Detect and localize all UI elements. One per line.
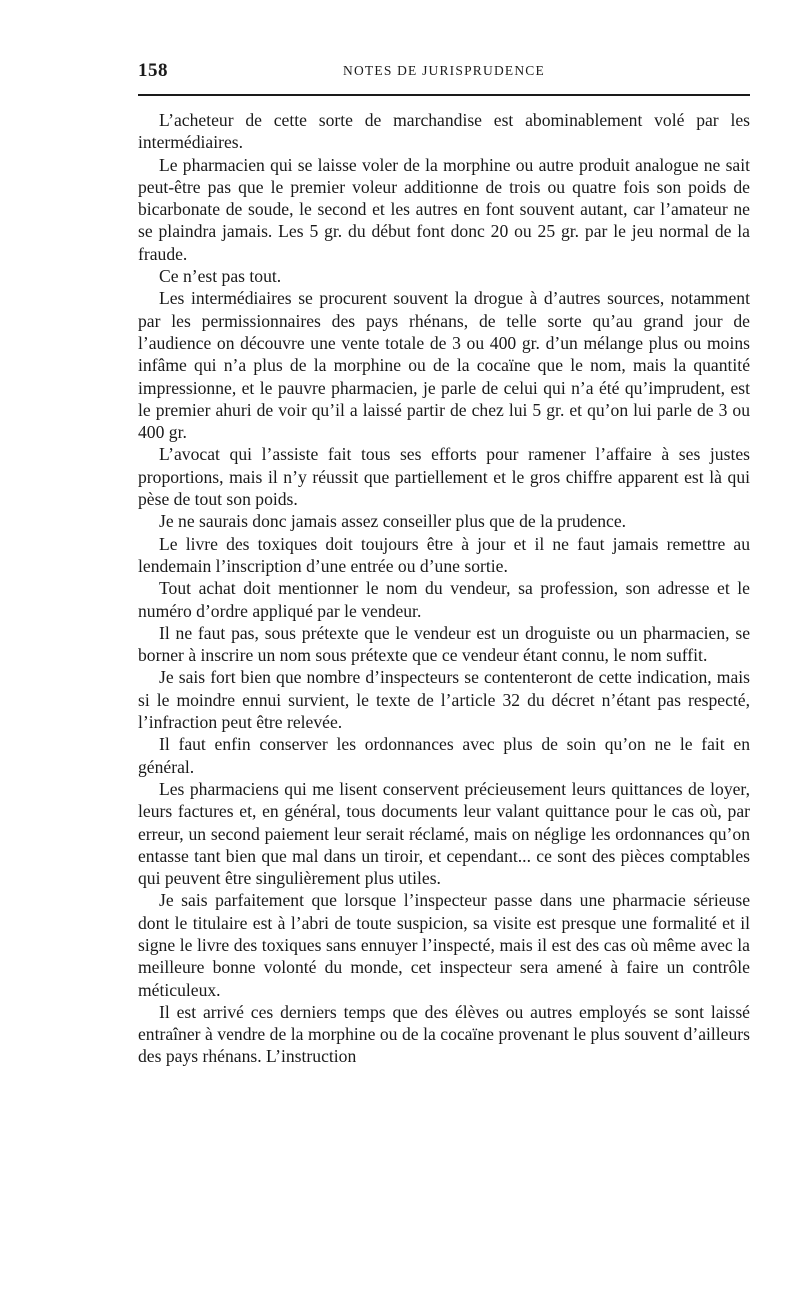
page-number: 158 bbox=[138, 60, 168, 81]
paragraph: Les intermédiaires se procurent souvent la drogue à d’autres sources, notamment par les permissionnaires des pays rhénans, de telle sorte qu’au grand jour de l’audience on découvre une vente totale de 3 ou 400 gr. d’un mélange plus ou moins infâme qui n’a plus de la morphine ou de la cocaïne que le nom, mais la quantité impressionne, et le pauvre pharmacien, je parle de celui qui n’a été qu’imprudent, est le premier ahuri de voir qu’il a laissé partir de chez lui 5 gr. et qu’on lui parle de 3 ou 400 gr. bbox=[138, 288, 750, 443]
paragraph: Les pharmaciens qui me lisent conservent précieusement leurs quittances de loyer, leurs factures et, en général, tous documents leur valant quittance pour le cas où, par erreur, un second paiement leur serait réclamé, mais on néglige les ordonnances qu’on entasse tant bien que mal dans un tiroir, et cependant... ce sont des pièces comptables qui peuvent être singulièrement plus utiles. bbox=[138, 778, 750, 889]
page-header bbox=[138, 60, 750, 84]
paragraph: Je sais fort bien que nombre d’inspecteurs se contenteront de cette indication, mais si le moindre ennui survient, le texte de l’article 32 du décret n’étant pas respecté, l’infraction peut être relevée. bbox=[138, 667, 750, 733]
running-title: NOTES DE JURISPRUDENCE bbox=[343, 63, 545, 78]
paragraph: Il ne faut pas, sous prétexte que le vendeur est un droguiste ou un pharmacien, se borner à inscrire un nom sous prétexte que ce vendeur étant connu, le nom suffit. bbox=[138, 622, 750, 666]
paragraph: Ce n’est pas tout. bbox=[159, 266, 282, 287]
paragraph: Il faut enfin conserver les ordonnances avec plus de soin qu’on ne le fait en général. bbox=[138, 734, 750, 777]
paragraph: Le pharmacien qui se laisse voler de la morphine ou autre produit analogue ne sait peut-être pas que le premier voleur additionne de trois ou quatre fois son poids de bicarbonate de soude, le second et les autres en font souvent autant, car l’amateur ne se plaindra jamais. Les 5 gr. du début font donc 20 ou 25 gr. par le jeu normal de la fraude. bbox=[138, 154, 750, 264]
header-rule bbox=[138, 94, 750, 96]
paragraph: L’avocat qui l’assiste fait tous ses efforts pour ramener l’affaire à ses justes proportions, mais il n’y réussit que partiellement et le gros chiffre apparent est là qui pèse de tout son poids. bbox=[138, 444, 750, 510]
paragraph: L’acheteur de cette sorte de marchandise est abominablement volé par les intermédiaires. bbox=[138, 110, 750, 153]
paragraph: Tout achat doit mentionner le nom du vendeur, sa profession, son adresse et le numéro d’ordre appliqué par le vendeur. bbox=[138, 578, 750, 621]
body-text bbox=[138, 109, 750, 1068]
paragraph: Je ne saurais donc jamais assez conseiller plus que de la prudence. bbox=[159, 511, 627, 532]
paragraph: Je sais parfaitement que lorsque l’inspecteur passe dans une pharmacie sérieuse dont le titulaire est à l’abri de toute suspicion, sa visite est presque une formalité et il signe le livre des toxiques sans ennuyer l’inspecté, mais il est des cas où même avec la meilleure bonne volonté du monde, cet inspecteur sera amené à faire un contrôle méticuleux. bbox=[138, 890, 750, 1000]
paragraph: Il est arrivé ces derniers temps que des élèves ou autres employés se sont laissé entraîner à vendre de la morphine ou de la cocaïne provenant le plus souvent d’ailleurs des pays rhénans. L’instruction bbox=[138, 1001, 750, 1067]
paragraph: Le livre des toxiques doit toujours être à jour et il ne faut jamais remettre au lendemain l’inscription d’une entrée ou d’une sortie. bbox=[138, 533, 750, 576]
